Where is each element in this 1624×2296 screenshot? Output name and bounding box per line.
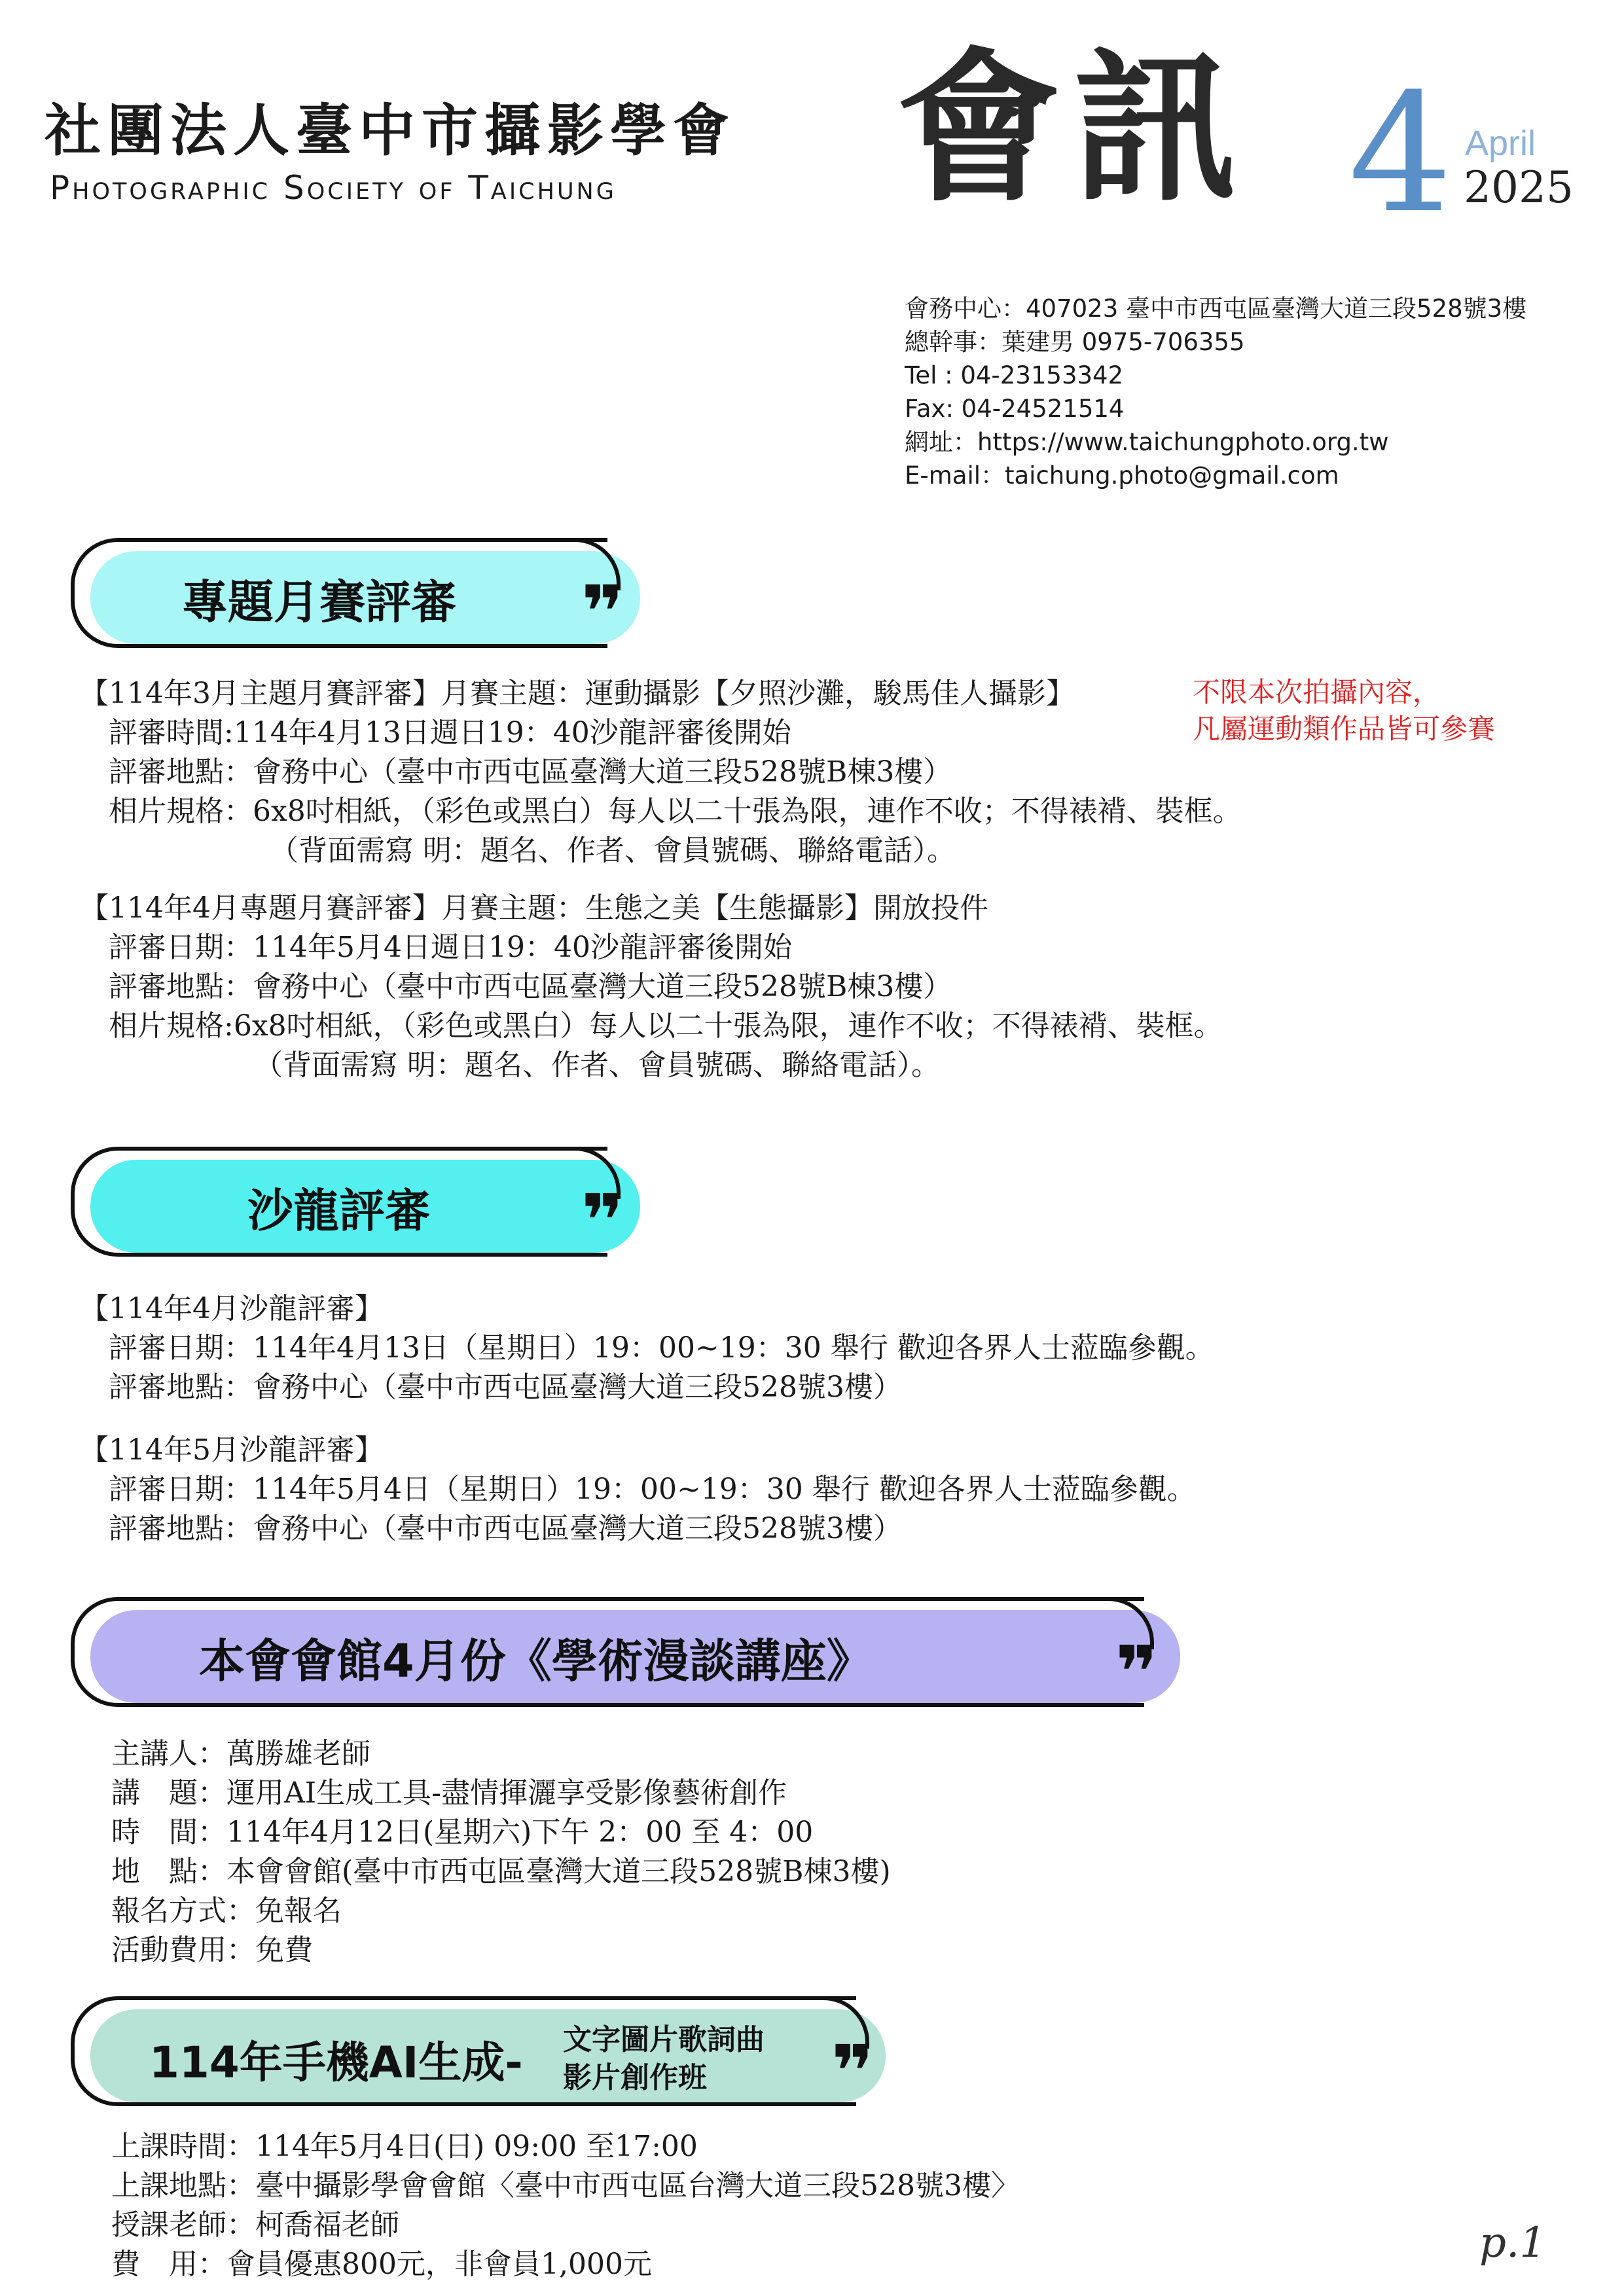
contact-office: 會務中心：407023 臺中市西屯區臺灣大道三段528號3樓: [905, 295, 1527, 323]
april-contest-block: [80, 889, 1223, 1085]
contest-spec-note: （背面需寫 明：題名、作者、會員號碼、聯絡電話）。: [270, 834, 956, 867]
quote-icon: ❞: [831, 2030, 874, 2113]
section-subtitle: 影片創作班: [563, 2061, 707, 2094]
salon-heading: 【114年4月沙龍評審】: [80, 1292, 384, 1325]
salon-place: 評審地點：會務中心（臺中市西屯區臺灣大道三段528號3樓）: [109, 1512, 902, 1545]
salon-date: 評審日期：114年5月4日（星期日）19：00~19：30 舉行 歡迎各界人士蒞臨參觀。: [109, 1473, 1196, 1506]
lecture-time: 時 間：114年4月12日(星期六)下午 2：00 至 4：00: [111, 1816, 814, 1849]
section-title: 專題月賽評審: [182, 575, 457, 629]
section-title: 114年手機AI生成-: [149, 2037, 523, 2088]
section-banner-ai-course: [71, 1996, 889, 2114]
section-subtitle: 文字圖片歌詞曲: [563, 2023, 765, 2056]
contest-spec: 相片規格:6x8吋相紙，（彩色或黑白）每人以二十張為限，連作不收；不得裱褙、裝框。: [109, 1009, 1223, 1043]
contact-email[interactable]: E-mail：taichung.photo@gmail.com: [905, 461, 1339, 490]
newsletter-title: 會訊: [897, 31, 1250, 224]
april-salon-block: [80, 1289, 1214, 1407]
contest-place: 評審地點：會務中心（臺中市西屯區臺灣大道三段528號B棟3樓）: [109, 755, 952, 789]
page-number: p.1: [1479, 2219, 1547, 2267]
contact-secretary: 總幹事：葉建男 0975-706355: [905, 328, 1245, 356]
contest-time: 評審時間:114年4月13日週日19：40沙龍評審後開始: [109, 716, 791, 749]
lecture-fee: 活動費用：免費: [111, 1933, 313, 1967]
lecture-details: [111, 1734, 891, 1970]
issue-year: 2025: [1464, 162, 1574, 213]
course-place: 上課地點：臺中攝影學會會館〈臺中市西屯區台灣大道三段528號3樓〉: [111, 2169, 1020, 2202]
salon-date: 評審日期：114年4月13日（星期日）19：00~19：30 舉行 歡迎各界人士蒞臨參觀。: [109, 1331, 1214, 1365]
may-salon-block: [80, 1431, 1196, 1549]
section-banner-lecture: [71, 1597, 1183, 1715]
lecture-topic: 講 題：運用AI生成工具-盡情揮灑享受影像藝術創作: [111, 1776, 787, 1810]
march-contest-block: [80, 674, 1242, 870]
course-time: 上課時間：114年5月4日(日) 09:00 至17:00: [111, 2130, 698, 2163]
contact-tel: Tel : 04-23153342: [905, 361, 1124, 389]
contact-block: [905, 292, 1526, 492]
course-fee: 費 用：會員優惠800元，非會員1,000元: [111, 2248, 652, 2281]
issue-number: 4: [1348, 58, 1453, 249]
note-line: 凡屬運動類作品皆可參賽: [1193, 713, 1496, 745]
lecture-speaker: 主講人：萬勝雄老師: [111, 1737, 370, 1770]
contact-fax: Fax: 04-24521514: [905, 395, 1125, 423]
salon-heading: 【114年5月沙龍評審】: [80, 1433, 384, 1467]
contest-heading: 【114年3月主題月賽評審】月賽主題：運動攝影【夕照沙灘，駿馬佳人攝影】: [80, 677, 1075, 710]
contest-heading: 【114年4月專題月賽評審】月賽主題：生態之美【生態攝影】開放投件: [80, 891, 988, 925]
section-banner-salon-judging: [71, 1147, 640, 1265]
salon-place: 評審地點：會務中心（臺中市西屯區臺灣大道三段528號3樓）: [109, 1371, 902, 1404]
course-teacher: 授課老師：柯喬福老師: [111, 2208, 399, 2242]
org-name-chinese: 社團法人臺中市攝影學會: [45, 98, 736, 164]
lecture-registration: 報名方式：免報名: [111, 1894, 342, 1928]
section-banner-monthly-contest: [71, 538, 640, 656]
quote-icon: ❞: [1115, 1630, 1158, 1714]
section-title: 沙龍評審: [247, 1184, 431, 1238]
ai-course-details: [111, 2127, 1020, 2284]
contest-spec-note: （背面需寫 明：題名、作者、會員號碼、聯絡電話）。: [254, 1049, 940, 1082]
quote-icon: ❞: [581, 1179, 624, 1263]
org-name-english: Photographic Society of Taichung: [50, 169, 617, 207]
contest-place: 評審地點：會務中心（臺中市西屯區臺灣大道三段528號B棟3樓）: [109, 970, 952, 1003]
section-title: 本會會館4月份《學術漫談講座》: [199, 1634, 873, 1688]
note-line: 不限本次拍攝內容，: [1193, 676, 1441, 708]
lecture-place: 地 點：本會會館(臺中市西屯區臺灣大道三段528號B棟3樓): [111, 1855, 891, 1888]
quote-icon: ❞: [581, 570, 624, 654]
contest-date: 評審日期：114年5月4日週日19：40沙龍評審後開始: [109, 931, 792, 964]
contest-spec: 相片規格：6x8吋相紙，（彩色或黑白）每人以二十張為限，連作不收；不得裱褙、裝框。: [109, 795, 1242, 828]
contact-website[interactable]: 網址：https://www.taichungphoto.org.tw: [905, 428, 1389, 456]
issue-month: April: [1465, 124, 1536, 163]
